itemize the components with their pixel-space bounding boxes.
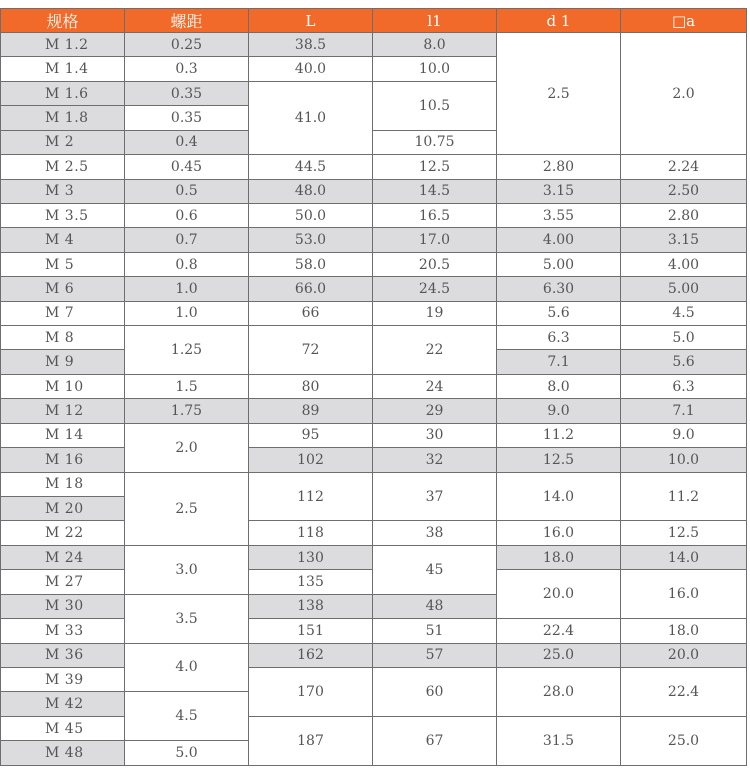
size-cell: M 5 — [1, 252, 125, 276]
size-cell: M 14 — [1, 423, 125, 447]
header-row — [1, 9, 747, 33]
length-cell: 151 — [249, 619, 373, 643]
length-cell: 66.0 — [249, 277, 373, 301]
square-a-cell: 25.0 — [621, 716, 747, 765]
d1-cell: 8.0 — [497, 374, 621, 398]
l1-cell: 48 — [373, 594, 497, 618]
length-cell: 118 — [249, 521, 373, 545]
length-cell: 48.0 — [249, 179, 373, 203]
pitch-cell: 0.7 — [125, 228, 249, 252]
size-cell: M 48 — [1, 741, 125, 766]
d1-cell: 3.15 — [497, 179, 621, 203]
header-d1: d 1 — [497, 9, 621, 33]
square-a-cell: 3.15 — [621, 228, 747, 252]
table-row — [1, 399, 747, 423]
pitch-cell: 4.5 — [125, 692, 249, 741]
d1-cell: 9.0 — [497, 399, 621, 423]
d1-cell: 5.6 — [497, 301, 621, 325]
square-a-cell: 6.3 — [621, 374, 747, 398]
size-cell: M 45 — [1, 716, 125, 740]
square-a-cell: 20.0 — [621, 643, 747, 667]
d1-cell: 14.0 — [497, 472, 621, 521]
size-cell: M 24 — [1, 545, 125, 569]
length-cell: 170 — [249, 667, 373, 716]
pitch-cell: 2.5 — [125, 472, 249, 545]
l1-cell: 67 — [373, 716, 497, 765]
d1-cell: 6.3 — [497, 326, 621, 350]
length-cell: 40.0 — [249, 57, 373, 81]
d1-cell: 16.0 — [497, 521, 621, 545]
l1-cell: 10.75 — [373, 130, 497, 154]
size-cell: M 30 — [1, 594, 125, 618]
l1-cell: 24.5 — [373, 277, 497, 301]
l1-cell: 29 — [373, 399, 497, 423]
header-square-a: □a — [621, 9, 747, 33]
size-cell: M 3 — [1, 179, 125, 203]
table-row — [1, 155, 747, 179]
l1-cell: 17.0 — [373, 228, 497, 252]
l1-cell: 30 — [373, 423, 497, 447]
square-a-cell: 18.0 — [621, 619, 747, 643]
length-cell: 80 — [249, 374, 373, 398]
pitch-cell: 0.4 — [125, 130, 249, 154]
l1-cell: 10.0 — [373, 57, 497, 81]
size-cell: M 39 — [1, 667, 125, 691]
d1-cell: 7.1 — [497, 350, 621, 374]
square-a-cell: 16.0 — [621, 570, 747, 619]
table-row — [1, 521, 747, 545]
table-row — [1, 203, 747, 227]
square-a-cell: 11.2 — [621, 472, 747, 521]
length-cell: 53.0 — [249, 228, 373, 252]
size-cell: M 1.4 — [1, 57, 125, 81]
table-row — [1, 643, 747, 667]
length-cell: 138 — [249, 594, 373, 618]
size-cell: M 1.6 — [1, 81, 125, 105]
d1-cell: 3.55 — [497, 203, 621, 227]
l1-cell: 19 — [373, 301, 497, 325]
pitch-cell: 4.0 — [125, 643, 249, 692]
header-l1: l1 — [373, 9, 497, 33]
d1-cell: 18.0 — [497, 545, 621, 569]
pitch-cell: 5.0 — [125, 741, 249, 766]
d1-cell: 4.00 — [497, 228, 621, 252]
pitch-cell: 1.75 — [125, 399, 249, 423]
d1-cell: 25.0 — [497, 643, 621, 667]
square-a-cell: 22.4 — [621, 667, 747, 716]
square-a-cell: 2.24 — [621, 155, 747, 179]
size-cell: M 33 — [1, 619, 125, 643]
length-cell: 38.5 — [249, 33, 373, 57]
size-cell: M 12 — [1, 399, 125, 423]
length-cell: 66 — [249, 301, 373, 325]
square-a-cell: 14.0 — [621, 545, 747, 569]
size-cell: M 27 — [1, 570, 125, 594]
header-size: 规格 — [1, 9, 125, 33]
length-cell: 135 — [249, 570, 373, 594]
l1-cell: 22 — [373, 326, 497, 375]
l1-cell: 57 — [373, 643, 497, 667]
pitch-cell: 0.5 — [125, 179, 249, 203]
table-row — [1, 716, 747, 740]
l1-cell: 24 — [373, 374, 497, 398]
pitch-cell: 0.25 — [125, 33, 249, 57]
size-cell: M 9 — [1, 350, 125, 374]
table-row — [1, 179, 747, 203]
l1-cell: 51 — [373, 619, 497, 643]
size-cell: M 18 — [1, 472, 125, 496]
length-cell: 102 — [249, 448, 373, 472]
d1-cell: 6.30 — [497, 277, 621, 301]
size-cell: M 8 — [1, 326, 125, 350]
table-row — [1, 667, 747, 691]
table-row — [1, 301, 747, 325]
size-cell: M 2 — [1, 130, 125, 154]
square-a-cell: 5.6 — [621, 350, 747, 374]
pitch-cell: 0.35 — [125, 81, 249, 105]
pitch-cell: 0.45 — [125, 155, 249, 179]
table-row — [1, 326, 747, 350]
l1-cell: 8.0 — [373, 33, 497, 57]
size-cell: M 10 — [1, 374, 125, 398]
header-length: L — [249, 9, 373, 33]
pitch-cell: 1.5 — [125, 374, 249, 398]
square-a-cell: 2.80 — [621, 203, 747, 227]
table-row — [1, 448, 747, 472]
l1-cell: 32 — [373, 448, 497, 472]
square-a-cell: 2.50 — [621, 179, 747, 203]
d1-cell: 5.00 — [497, 252, 621, 276]
table-row — [1, 33, 747, 57]
pitch-cell: 1.0 — [125, 277, 249, 301]
l1-cell: 20.5 — [373, 252, 497, 276]
square-a-cell: 10.0 — [621, 448, 747, 472]
size-cell: M 4 — [1, 228, 125, 252]
square-a-cell: 2.0 — [621, 33, 747, 155]
d1-cell: 11.2 — [497, 423, 621, 447]
size-cell: M 20 — [1, 497, 125, 521]
l1-cell: 10.5 — [373, 81, 497, 130]
pitch-cell: 3.5 — [125, 594, 249, 643]
size-cell: M 1.2 — [1, 33, 125, 57]
table-row — [1, 252, 747, 276]
size-cell: M 36 — [1, 643, 125, 667]
length-cell: 112 — [249, 472, 373, 521]
length-cell: 95 — [249, 423, 373, 447]
size-cell: M 2.5 — [1, 155, 125, 179]
d1-cell: 22.4 — [497, 619, 621, 643]
length-cell: 50.0 — [249, 203, 373, 227]
header-pitch: 螺距 — [125, 9, 249, 33]
size-cell: M 7 — [1, 301, 125, 325]
size-cell: M 1.8 — [1, 106, 125, 130]
table-row — [1, 423, 747, 447]
square-a-cell: 7.1 — [621, 399, 747, 423]
d1-cell: 12.5 — [497, 448, 621, 472]
table-row — [1, 619, 747, 643]
square-a-cell: 5.00 — [621, 277, 747, 301]
length-cell: 41.0 — [249, 81, 373, 154]
l1-cell: 14.5 — [373, 179, 497, 203]
l1-cell: 16.5 — [373, 203, 497, 227]
spec-table — [0, 8, 747, 766]
l1-cell: 37 — [373, 472, 497, 521]
size-cell: M 22 — [1, 521, 125, 545]
square-a-cell: 12.5 — [621, 521, 747, 545]
d1-cell: 20.0 — [497, 570, 621, 619]
size-cell: M 6 — [1, 277, 125, 301]
length-cell: 89 — [249, 399, 373, 423]
length-cell: 44.5 — [249, 155, 373, 179]
size-cell: M 16 — [1, 448, 125, 472]
pitch-cell: 0.8 — [125, 252, 249, 276]
length-cell: 58.0 — [249, 252, 373, 276]
table-row — [1, 228, 747, 252]
d1-cell: 2.80 — [497, 155, 621, 179]
size-cell: M 42 — [1, 692, 125, 716]
length-cell: 187 — [249, 716, 373, 765]
pitch-cell: 0.3 — [125, 57, 249, 81]
square-a-cell: 5.0 — [621, 326, 747, 350]
table-row — [1, 545, 747, 569]
table-row — [1, 374, 747, 398]
square-a-cell: 4.00 — [621, 252, 747, 276]
square-a-cell: 4.5 — [621, 301, 747, 325]
length-cell: 72 — [249, 326, 373, 375]
pitch-cell: 1.25 — [125, 326, 249, 375]
d1-cell: 28.0 — [497, 667, 621, 716]
l1-cell: 38 — [373, 521, 497, 545]
length-cell: 130 — [249, 545, 373, 569]
table-row — [1, 472, 747, 496]
pitch-cell: 1.0 — [125, 301, 249, 325]
pitch-cell: 3.0 — [125, 545, 249, 594]
l1-cell: 12.5 — [373, 155, 497, 179]
d1-cell: 31.5 — [497, 716, 621, 765]
length-cell: 162 — [249, 643, 373, 667]
d1-cell: 2.5 — [497, 33, 621, 155]
pitch-cell: 2.0 — [125, 423, 249, 472]
table-row — [1, 277, 747, 301]
l1-cell: 45 — [373, 545, 497, 594]
l1-cell: 60 — [373, 667, 497, 716]
pitch-cell: 0.35 — [125, 106, 249, 130]
square-a-cell: 9.0 — [621, 423, 747, 447]
pitch-cell: 0.6 — [125, 203, 249, 227]
size-cell: M 3.5 — [1, 203, 125, 227]
